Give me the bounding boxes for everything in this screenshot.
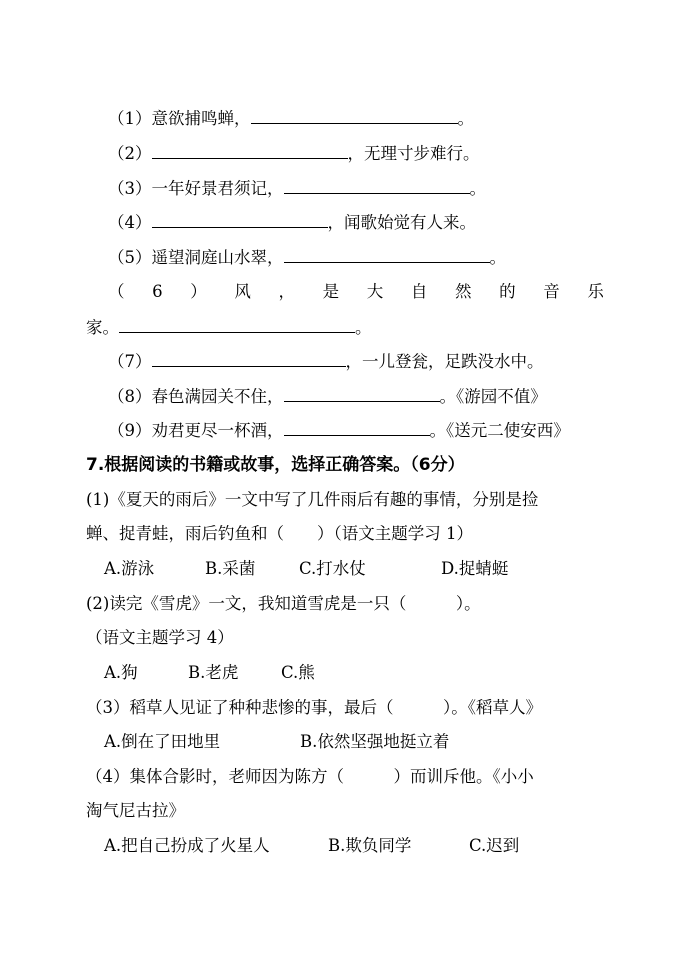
question-3-line1: （3）稻草人见证了种种悲惨的事，最后（ ）。《稻草人》 [86, 698, 542, 717]
fill-item-6-char: 风 [234, 282, 251, 301]
fill-item-7-end: ，一儿登瓮，足跌没水中。 [345, 352, 544, 371]
fill-item-6-end: 。 [355, 318, 372, 337]
question-1-line2: 蝉、捉青蛙，雨后钓鱼和（ ）（语文主题学习 1） [86, 524, 473, 543]
question-1-option-a[interactable]: A.游泳 [104, 559, 155, 578]
question-1-option-b[interactable]: B.采菌 [205, 559, 256, 578]
fill-item-8-end: 。《游园不值》 [439, 387, 547, 406]
answer-blank-8[interactable] [284, 384, 440, 402]
fill-item-6-char: 是 [322, 282, 340, 301]
fill-item-6-char: 音 [543, 282, 560, 301]
question-2-option-a[interactable]: A.狗 [104, 663, 138, 682]
answer-blank-5[interactable] [284, 245, 490, 263]
fill-item-6-text: 家。 [86, 318, 119, 337]
fill-item-2-end: ，无理寸步难行。 [347, 144, 480, 163]
fill-item-5-text: （5）遥望洞庭山水翠， [108, 248, 284, 267]
question-4-option-a[interactable]: A.把自己扮成了火星人 [104, 836, 270, 855]
question-4-line1: （4）集体合影时，老师因为陈方（ ）而训斥他。《小小 [86, 767, 534, 786]
fill-item-4-text: （4） [108, 213, 152, 232]
fill-item-8 [108, 384, 547, 409]
fill-item-6-line2 [86, 315, 372, 340]
fill-item-1 [108, 106, 474, 131]
fill-item-4-end: ，闻歌始觉有人来。 [327, 213, 476, 232]
fill-item-6-char: 自 [410, 282, 428, 301]
fill-item-9 [108, 418, 570, 443]
question-2-option-c[interactable]: C.熊 [281, 663, 315, 682]
question-2-line2: （语文主题学习 4） [86, 628, 234, 647]
question-4-line2: 淘气尼古拉》 [86, 801, 185, 820]
fill-item-6-char: 然 [455, 282, 472, 301]
fill-item-6-line1 [108, 280, 604, 304]
fill-item-1-text: （1）意欲捕鸣蝉， [108, 109, 251, 128]
question-2-line1: (2)读完《雪虎》一文，我知道雪虎是一只（ ）。 [86, 594, 481, 613]
fill-item-2-text: （2） [108, 144, 152, 163]
fill-item-3-text: （3）一年好景君须记， [108, 179, 284, 198]
question-4-option-b[interactable]: B.欺负同学 [328, 836, 412, 855]
fill-item-7-text: （7） [108, 352, 152, 371]
answer-blank-2[interactable] [152, 141, 348, 159]
fill-item-6-char: ， [278, 282, 295, 301]
fill-item-5 [108, 245, 506, 270]
question-1-line1: (1)《夏天的雨后》一文中写了几件雨后有趣的事情，分别是捡 [86, 490, 539, 509]
answer-blank-4[interactable] [152, 210, 328, 228]
fill-item-6-char: ） [190, 282, 207, 301]
question-1-option-d[interactable]: D.捉蜻蜓 [441, 559, 509, 578]
answer-blank-9[interactable] [284, 418, 430, 436]
fill-item-6-char: （ [108, 282, 125, 301]
section-7-heading: 7.根据阅读的书籍或故事，选择正确答案。（6分） [86, 455, 465, 475]
fill-item-6-char: 大 [366, 282, 384, 301]
fill-item-3 [108, 176, 486, 201]
fill-item-7 [108, 349, 544, 374]
question-2-option-b[interactable]: B.老虎 [188, 663, 239, 682]
question-3-option-b[interactable]: B.依然坚强地挺立着 [300, 732, 450, 751]
question-4-option-c[interactable]: C.迟到 [469, 836, 520, 855]
fill-item-4 [108, 210, 476, 235]
fill-item-9-end: 。《送元二使安西》 [429, 421, 570, 440]
question-3-option-a[interactable]: A.倒在了田地里 [104, 732, 221, 751]
fill-item-8-text: （8）春色满园关不住， [108, 387, 284, 406]
answer-blank-1[interactable] [251, 106, 458, 124]
fill-item-1-end: 。 [457, 109, 474, 128]
fill-item-9-text: （9）劝君更尽一杯酒， [108, 421, 284, 440]
answer-blank-6[interactable] [119, 315, 355, 333]
fill-item-6-char: 的 [499, 282, 516, 301]
fill-item-5-end: 。 [489, 248, 506, 267]
fill-item-2 [108, 141, 480, 166]
question-1-option-c[interactable]: C.打水仗 [299, 559, 366, 578]
answer-blank-7[interactable] [152, 349, 346, 367]
fill-item-6-char: 6 [152, 282, 163, 301]
fill-item-6-char: 乐 [587, 282, 604, 301]
answer-blank-3[interactable] [284, 176, 470, 194]
fill-item-3-end: 。 [469, 179, 486, 198]
